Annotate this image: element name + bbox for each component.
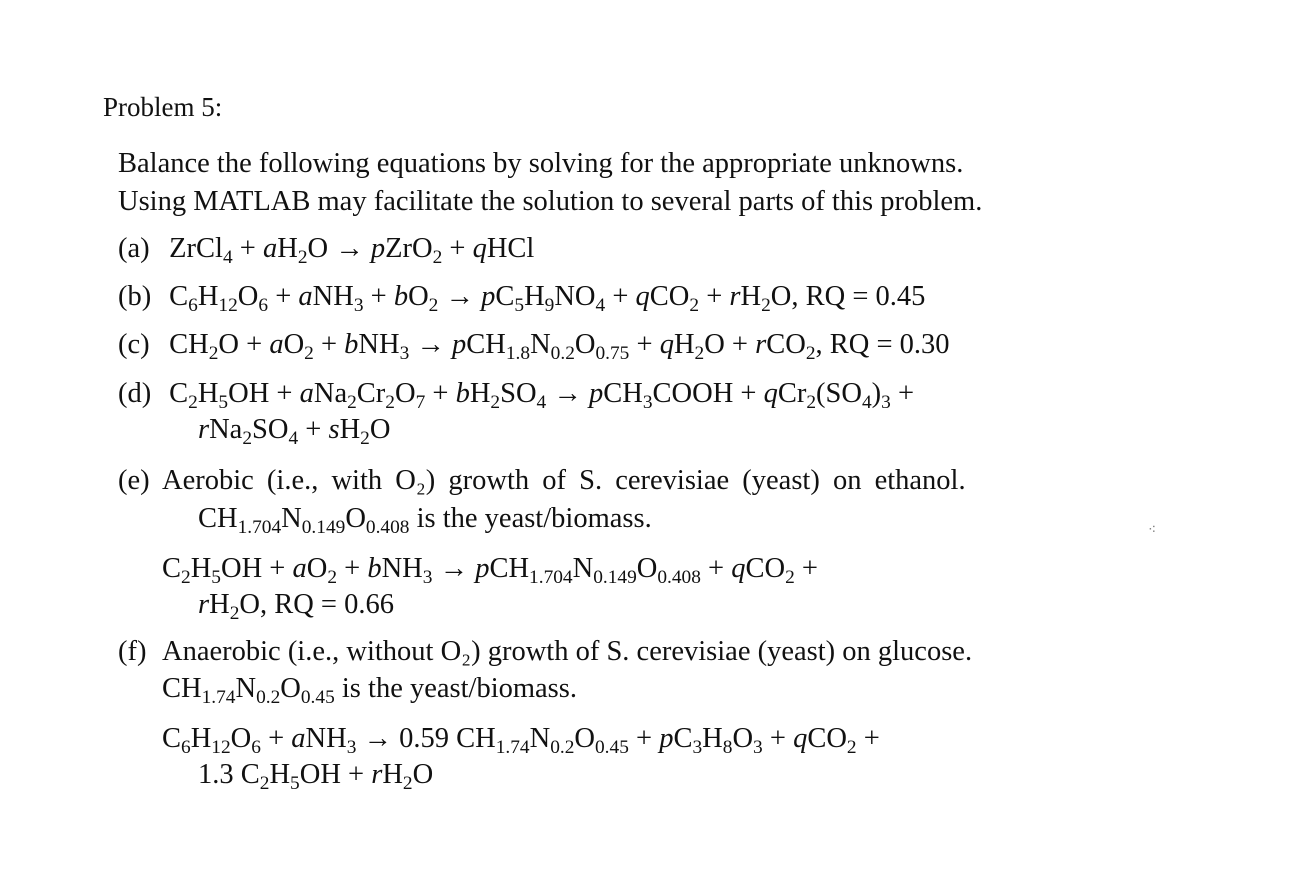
equation-e-line-1: $C_2H_5OH + aO_2 + bNH_3 \to pCH_{1.704}N_{0.149}O_{0.408} + qCO_2$ + [162,553,818,589]
part-e-description [118,465,966,497]
equation-f-line-1: $C_6H_{12}O_6 + aNH_3 \to 0.59$ $CH_{1.74}N_{0.2}O_{0.45} + pC_3H_8O_3 + qCO_2$ + [162,723,880,759]
part-f-text-1: Anaerobic (i.e., without O₂) growth of S. cerevisiae (yeast) on glucose. [162,636,973,667]
equation-a: (a) ZrCl$_4$ + $aH_2O$ → pZrO$_2$ + qHCl [118,233,535,269]
label-f: (f) [118,636,147,667]
part-f-description [118,636,972,668]
part-e-text-1: Aerobic (i.e., with O₂) growth of S. cerevisiae (yeast) on ethanol. [162,465,966,496]
equation-d-line-1: (d) $C_2H_5OH + aNa_2Cr_2O_7 + bH_2SO_4$ → pCH$_3$COOH + $qCr_2(SO_4)_3$ + [118,378,915,414]
label-d: (d) [118,378,152,409]
instructions-line-1: Balance the following equations by solving for the appropriate unknowns. [118,148,964,179]
problem-title: Problem 5: [103,92,223,122]
equation-b: (b) $C_6H_{12}O_6 + aNH_3 + bO_2 \to pC_5H_9NO_4 + qCO_2 + rH_2O$, RQ = 0.45 [118,281,926,317]
equation-c: (c) $CH_2O + aO_2 + bNH_3 \to pCH_{1.8}N_{0.2}O_{0.75} + qH_2O + rCO_2$, RQ = 0.30 [118,329,950,365]
rq-c: RQ = 0.30 [829,329,950,360]
part-e-biomass-formula: $CH_{1.704}N_{0.149}O_{0.408}$ is the yeast/biomass. [198,503,652,539]
speck-mark: ⁖ [1148,523,1157,538]
equation-d-line-2: $rNa_2SO_4 + sH_2O$ [198,414,391,450]
part-f-biomass-formula: $CH_{1.74}N_{0.2}O_{0.45}$ is the yeast/biomass. [162,673,577,709]
rq-e: RQ = 0.66 [274,589,395,620]
rq-b: RQ = 0.45 [805,281,926,312]
label-a: (a) [118,233,150,264]
instructions-line-2: Using MATLAB may facilitate the solution to several parts of this problem. [118,186,983,217]
label-e: (e) [118,465,150,496]
equation-e-line-2: $rH_2O$, RQ = 0.66 [198,589,395,625]
coef-f-ethanol: 1.3 [198,759,234,790]
coef-f-biomass: 0.59 [399,723,449,754]
equation-f-line-2: 1.3 $C_2H_5OH + rH_2O$ [198,759,434,795]
label-c: (c) [118,329,150,360]
label-b: (b) [118,281,152,312]
